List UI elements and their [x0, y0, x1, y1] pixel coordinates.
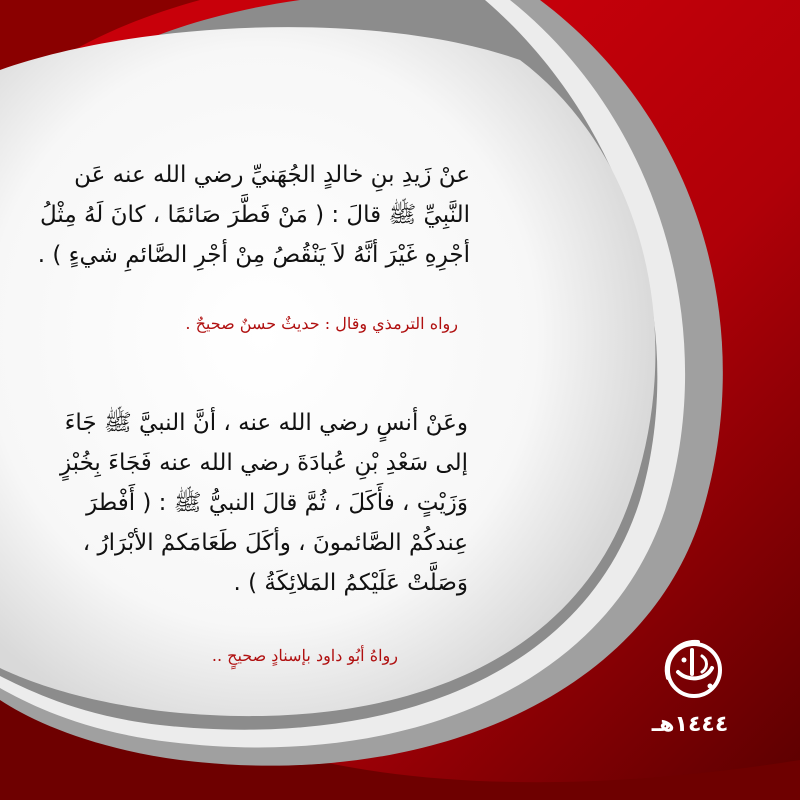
hadith-2-line: عِندكُمْ الصَّائمونَ ، وأكَلَ طَعَامَكمْ الأبْرَارُ ،	[82, 530, 468, 556]
hadith-1-line: عنْ زَيدِ بنِ خالدٍ الجُهَنيِّ رضي الله عنه عَن	[74, 162, 470, 188]
hijri-year: ١٤٤٤هـ	[651, 712, 729, 737]
hadith-1-line: أجْرِهِ غَيْرَ أنَّهُ لاَ يَنْقُصُ مِنْ أجْرِ الصَّائمِ شيءٍ ) .	[37, 242, 470, 268]
hadith-2-line: وَزَيْتٍ ، فأَكَلَ ، ثُمَّ قالَ النبيُّ ﷺ : ( أَفْطرَ	[86, 490, 468, 516]
ramadan-calligraphy-icon	[648, 628, 732, 712]
hadith-2-line: إلى سَعْدِ بْنِ عُبادَةَ رضي الله عنه فَجَاءَ بِخُبْزٍ	[59, 450, 468, 476]
hadith-2-line: وَصَلَّتْ عَلَيْكمُ المَلائِكَةُ ) .	[233, 570, 468, 596]
hadith-2	[20, 403, 468, 603]
hadith-1-narration: رواه الترمذي وقال : حديثٌ حسنٌ صحيحٌ .	[185, 314, 458, 333]
hadith-2-narration: رواهُ أبُو داود بإسنادٍ صحيحٍ ..	[211, 646, 398, 665]
hadith-2-line: وعَنْ أنسٍ رضي الله عنه ، أنَّ النبيَّ ﷺ جَاءَ	[64, 410, 468, 436]
white-panel	[0, 27, 655, 716]
hadith-1-line: النَّبِيِّ ﷺ قالَ : ( مَنْ فَطَّرَ صَائمًا ، كانَ لَهُ مِثْلُ	[39, 202, 470, 228]
hadith-1	[10, 155, 470, 275]
